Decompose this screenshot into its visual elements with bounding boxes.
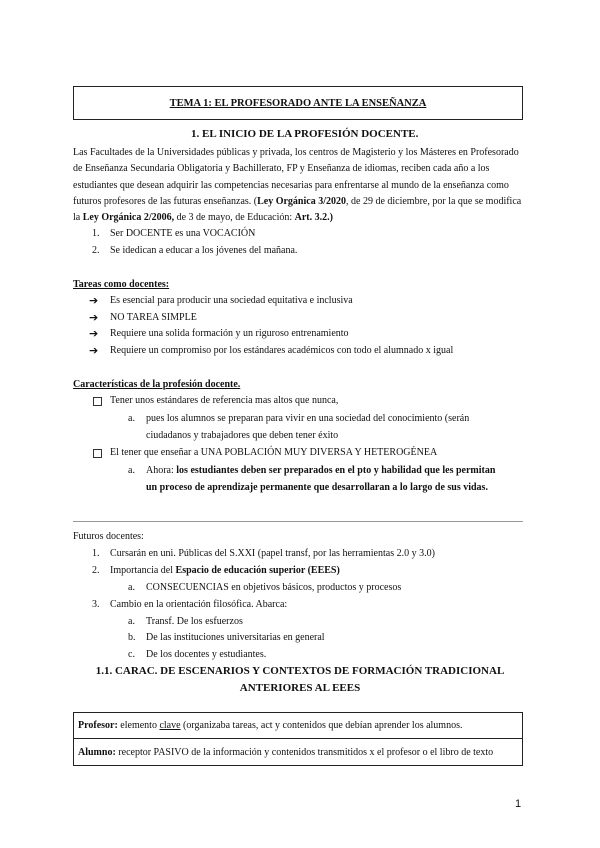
sub-item-line: ciudadanos y trabajadores que deben tener éxito	[146, 430, 339, 441]
list-number: 1.	[92, 228, 100, 239]
tareas-heading: Tareas como docentes:	[73, 279, 170, 290]
checkbox-icon	[93, 397, 102, 406]
list-number: 1.	[92, 548, 100, 559]
futuros-intro: Futuros docentes:	[73, 531, 144, 542]
page-number: 1	[515, 798, 522, 810]
list-item: El tener que enseñar a UNA POBLACIÓN MUY DIVERSA Y HETEROGÉNEA	[110, 447, 438, 458]
list-number: 2.	[92, 565, 100, 576]
law-reference-1: Ley Orgánica 3/2020	[257, 195, 346, 207]
title-box	[73, 86, 523, 120]
list-item: Es esencial para producir una sociedad equitativa e inclusiva	[110, 295, 353, 306]
sub-label: a.	[128, 413, 135, 424]
arrow-bullet-icon: ➔	[89, 294, 99, 307]
section-1-heading: 1. EL INICIO DE LA PROFESIÓN DOCENTE.	[191, 128, 419, 140]
sub-item-line	[146, 482, 488, 493]
row-label: Profesor:	[78, 720, 118, 731]
sub-item: De las instituciones universitarias en general	[146, 632, 325, 643]
intro-text-3: de 3 de mayo, de Educación:	[174, 212, 295, 224]
list-item: NO TAREA SIMPLE	[110, 312, 197, 323]
law-reference-2: Ley Orgánica 2/2006,	[82, 212, 175, 224]
sub-item: CONSECUENCIAS en objetivos básicos, productos y procesos	[146, 582, 402, 593]
arrow-bullet-icon: ➔	[89, 327, 99, 340]
list-item: Ser DOCENTE es una VOCACIÓN	[110, 228, 256, 239]
intro-paragraph	[73, 145, 525, 226]
sub-label: b.	[128, 632, 136, 643]
sub-item-bold: un proceso de aprendizaje permanente que desarrollaran a lo largo de sus vidas.	[146, 482, 488, 493]
intro-text-1: Las Facultades de la Universidades públicas y privada, los centros de Magisterio y los Másteres en Profesorado de Enseñanza Secundaria Obligatoria y Bachillerato, FP y Enseñanza de idiomas, reciben cada año a los estudiantes que desean adquirir las competencias necesarias para enfrentarse al mundo de la enseñanza como futuros profesores de las futuras enseñanzas. (	[73, 147, 519, 207]
sub-item: De los docentes y estudiantes.	[146, 649, 267, 660]
section-1-1-heading: 1.1. CARAC. DE ESCENARIOS Y CONTEXTOS DE FORMACIÓN TRADICIONAL	[95, 665, 505, 677]
list-item-prefix: Importancia del	[110, 565, 176, 576]
horizontal-divider	[73, 521, 523, 522]
row-text	[78, 747, 493, 758]
article-reference: Art. 3.2.)	[294, 212, 333, 224]
row-text	[78, 720, 462, 731]
sub-label: a.	[128, 582, 135, 593]
sub-item-bold: los estudiantes deben ser preparados en el pto y habilidad que les permitan	[176, 465, 496, 476]
table-row-alumno	[73, 738, 523, 766]
list-number: 3.	[92, 599, 100, 610]
sub-label: a.	[128, 616, 135, 627]
sub-item: Transf. De los esfuerzos	[146, 616, 243, 627]
sub-item-line: pues los alumnos se preparan para vivir en una sociedad del conocimiento (serán	[146, 413, 470, 424]
list-item: Cursarán en uni. Públicas del S.XXI (papel transf, por las herramientas 2.0 y 3.0)	[110, 548, 435, 559]
list-item: Requiere un compromiso por los estándares académicos con todo el alumnado x igual	[110, 345, 454, 356]
list-item: Cambio en la orientación filosófica. Abarca:	[110, 599, 288, 610]
document-title: TEMA 1: EL PROFESORADO ANTE LA ENSEÑANZA	[169, 97, 427, 109]
row-underlined-word: clave	[159, 720, 181, 731]
list-number: 2.	[92, 245, 100, 256]
row-label: Alumno:	[78, 746, 116, 758]
intro-text-2: , de 29 de diciembre, por la que se modifica la	[73, 195, 522, 224]
list-item	[110, 565, 340, 576]
sub-label: c.	[128, 649, 135, 660]
row-text-rest: receptor PASIVO de la información y contenidos transmitidos x el profesor o el libro de texto	[115, 746, 494, 758]
sub-label: a.	[128, 465, 135, 476]
arrow-bullet-icon: ➔	[89, 311, 99, 324]
sub-item-line	[146, 465, 495, 476]
caracteristicas-heading: Características de la profesión docente.	[73, 379, 241, 390]
arrow-bullet-icon: ➔	[89, 344, 99, 357]
list-item: Tener unos estándares de referencia mas altos que nunca,	[110, 395, 339, 406]
list-item: Se idedican a educar a los jóvenes del mañana.	[110, 245, 298, 256]
sub-item-prefix: Ahora:	[146, 465, 177, 476]
section-1-1-heading-cont: ANTERIORES AL EEES	[239, 682, 361, 694]
list-item-bold: Espacio de educación superior (EEES)	[175, 565, 340, 576]
checkbox-icon	[93, 449, 102, 458]
table-row-profesor	[73, 712, 523, 739]
row-text-pre: elemento	[117, 720, 160, 731]
list-item: Requiere una solida formación y un riguroso entrenamiento	[110, 328, 349, 339]
row-text-rest: (organizaba tareas, act y contenidos que debían aprender los alumnos.	[180, 720, 463, 731]
